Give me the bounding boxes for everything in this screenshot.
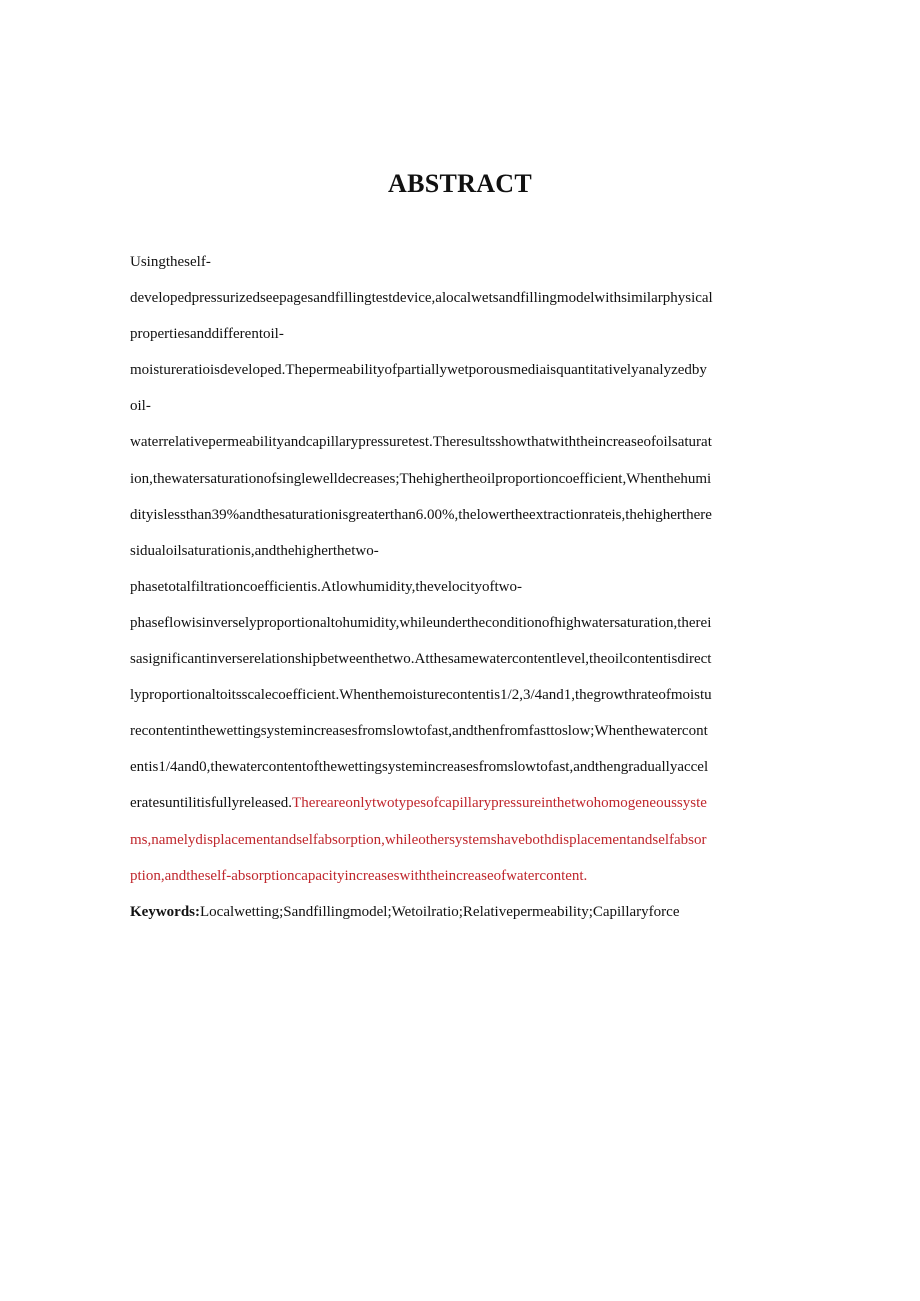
abstract-text: phaseflowisinverselyproportionaltohumidity,whileundertheconditionofhighwatersaturation,therei — [130, 614, 712, 631]
highlighted-text: ms,namelydisplacementandselfabsorption,whileothersystemshavebothdisplacementandselfabsor — [130, 831, 707, 848]
abstract-text: entis1/4and0,thewatercontentofthewettingsystemincreasesfromslowtofast,andthengraduallyaccel — [130, 759, 709, 776]
abstract-text: propertiesanddifferentoil- — [130, 326, 284, 343]
abstract-text: dityislessthan39%andthesaturationisgreaterthan6.00%,thelowertheextractionrateis,thehigherthere — [130, 506, 712, 523]
abstract-text: waterrelativepermeabilityandcapillarypressuretest.Theresultsshowthatwiththeincreaseofoilsaturat — [130, 434, 712, 451]
abstract-text: eratesuntilitisfullyreleased. — [130, 795, 293, 812]
highlighted-text: ption,andtheself-absorptioncapacityincreaseswiththeincreaseofwatercontent. — [130, 867, 588, 884]
abstract-text: developedpressurizedseepagesandfillingtestdevice,alocalwetsandfillingmodelwithsimilarphysical — [130, 290, 713, 307]
abstract-line — [130, 822, 795, 858]
abstract-line — [130, 533, 795, 569]
abstract-line — [130, 569, 795, 605]
abstract-text: recontentinthewettingsystemincreasesfromslowtofast,andthenfromfasttoslow;Whenthewatercont — [130, 723, 708, 740]
abstract-line — [130, 244, 795, 280]
abstract-text: oil- — [130, 398, 151, 415]
abstract-line — [130, 641, 795, 677]
abstract-text: phasetotalfiltrationcoefficientis.Atlowhumidity,thevelocityoftwo- — [130, 578, 522, 595]
keywords-text: Localwetting;Sandfillingmodel;Wetoilratio;Relativepermeability;Capillaryforce — [200, 903, 680, 920]
abstract-line — [130, 280, 795, 316]
abstract-text: Usingtheself- — [130, 254, 211, 270]
abstract-text: lyproportionaltoitsscalecoefficient.Whenthemoisturecontentis1/2,3/4and1,thegrowthrateofmoistu — [130, 687, 712, 704]
abstract-line — [130, 497, 795, 533]
abstract-line — [130, 316, 795, 352]
abstract-body — [130, 244, 795, 930]
abstract-line — [130, 858, 795, 894]
abstract-text: sidualoilsaturationis,andthehigherthetwo- — [130, 542, 379, 559]
abstract-line — [130, 424, 795, 460]
abstract-title: ABSTRACT — [388, 169, 532, 198]
abstract-line — [130, 352, 795, 388]
abstract-line — [130, 461, 795, 497]
keywords-label: Keywords: — [130, 903, 200, 920]
abstract-line — [130, 677, 795, 713]
abstract-line — [130, 388, 795, 424]
abstract-line — [130, 785, 795, 821]
keywords-line — [130, 894, 795, 930]
abstract-text: sasignificantinverserelationshipbetweenthetwo.Atthesamewatercontentlevel,theoilcontentisdirect — [130, 651, 712, 668]
abstract-line — [130, 605, 795, 641]
abstract-line — [130, 713, 795, 749]
abstract-line — [130, 749, 795, 785]
abstract-text: moistureratioisdeveloped.Thepermeabilityofpartiallywetporousmediaisquantitativelyanalyzedby — [130, 362, 707, 379]
highlighted-text: Thereareonlytwotypesofcapillarypressureinthetwohomogeneoussyste — [292, 795, 707, 812]
abstract-text: ion,thewatersaturationofsinglewelldecreases;Thehighertheoilproportioncoefficient,Whenthehumi — [130, 470, 712, 487]
